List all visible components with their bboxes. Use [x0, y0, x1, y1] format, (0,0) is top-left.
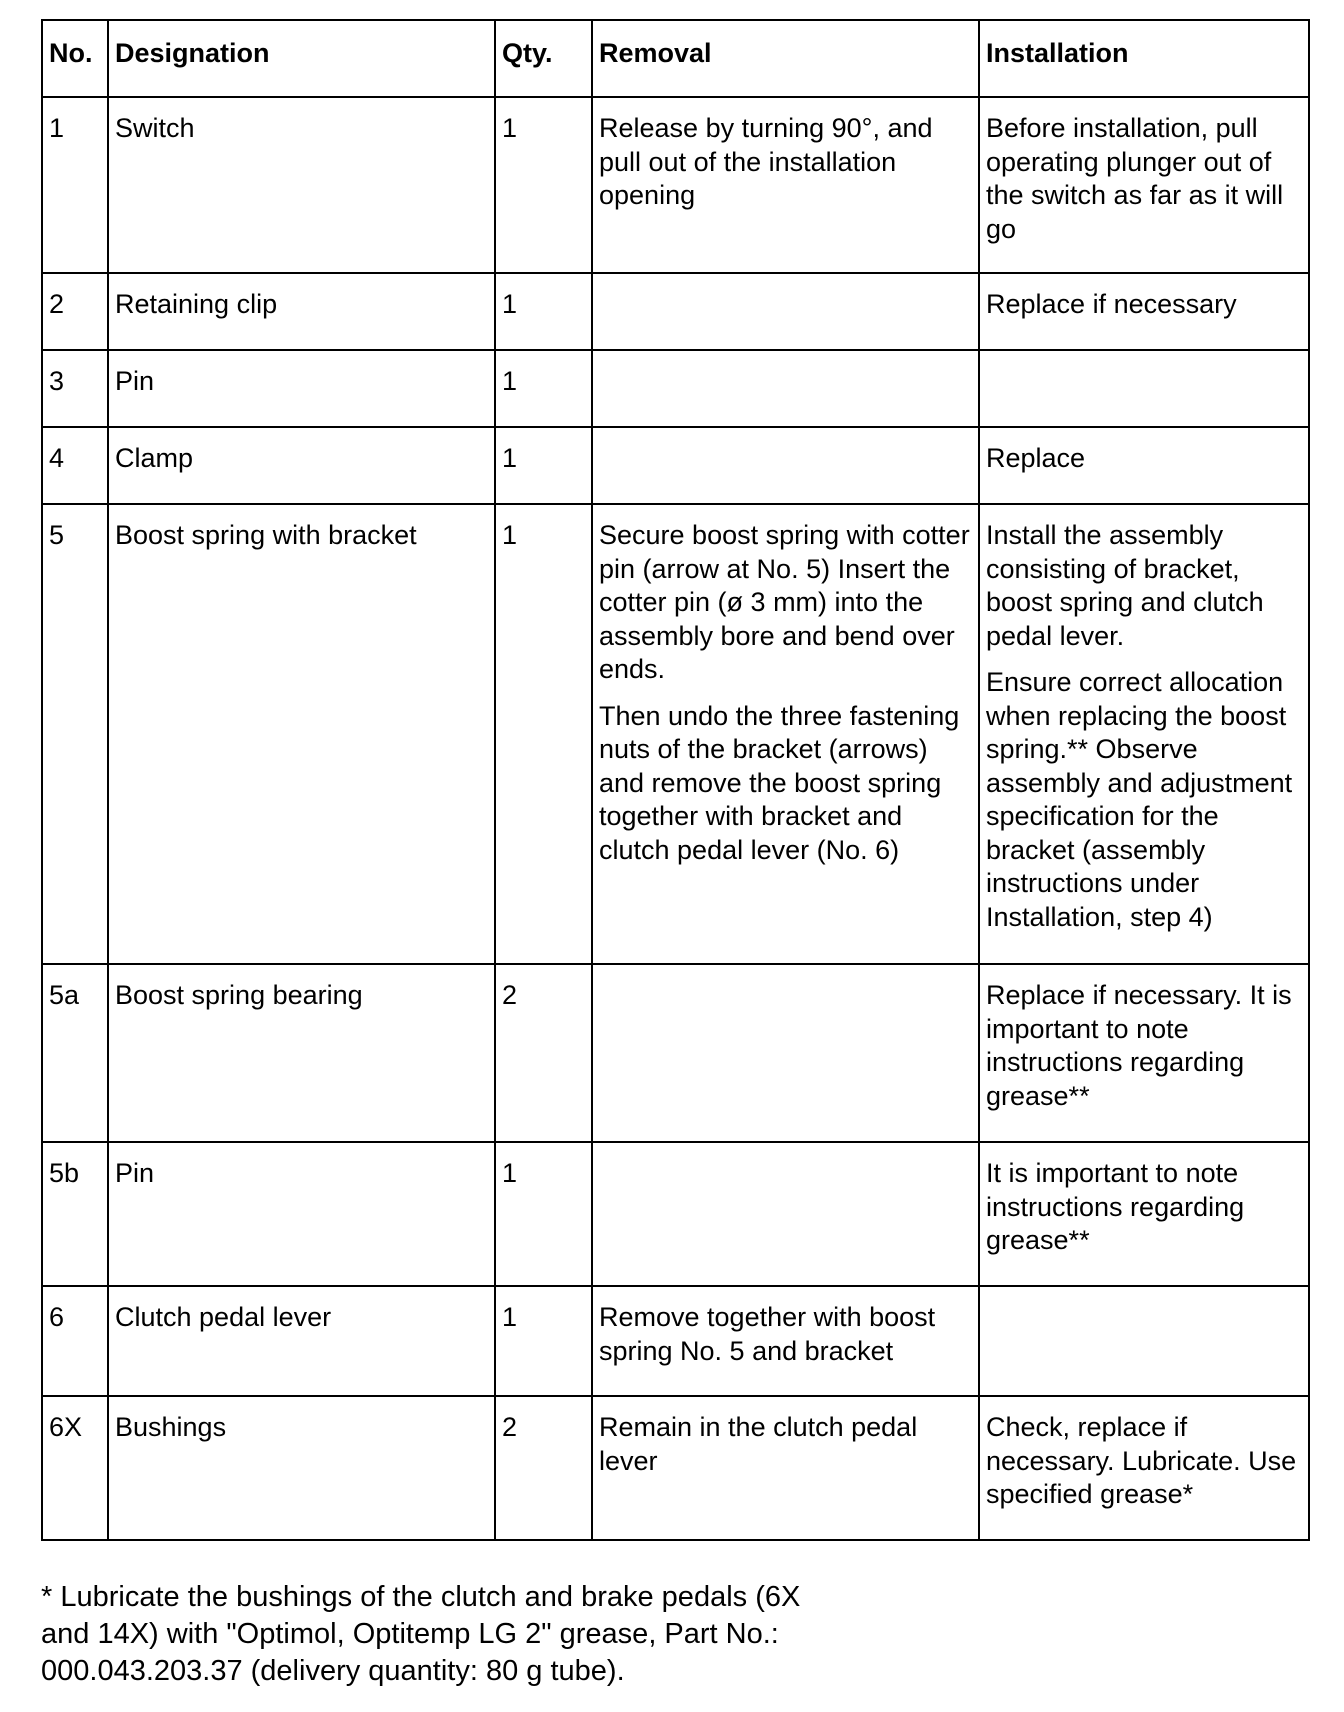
cell-installation-paragraph: Check, replace if necessary. Lubricate. Use specified grease*	[986, 1412, 1297, 1509]
cell-designation: Retaining clip	[108, 273, 495, 350]
cell-installation	[979, 350, 1309, 427]
table-row	[42, 97, 1309, 273]
cell-designation: Boost spring bearing	[108, 964, 495, 1142]
cell-removal	[592, 1396, 979, 1540]
cell-removal	[592, 97, 979, 273]
cell-no: 5a	[42, 964, 108, 1142]
cell-removal	[592, 1142, 979, 1286]
cell-qty: 2	[495, 964, 592, 1142]
cell-installation	[979, 1286, 1309, 1396]
cell-no: 6	[42, 1286, 108, 1396]
cell-designation: Clutch pedal lever	[108, 1286, 495, 1396]
cell-installation	[979, 1396, 1309, 1540]
cell-designation: Switch	[108, 97, 495, 273]
cell-no: 2	[42, 273, 108, 350]
cell-no: 5b	[42, 1142, 108, 1286]
cell-qty: 1	[495, 427, 592, 504]
cell-designation: Clamp	[108, 427, 495, 504]
cell-removal-paragraph: Then undo the three fastening nuts of the bracket (arrows) and remove the boost spring together with bracket and clutch pedal lever (No. 6)	[599, 700, 960, 865]
cell-installation-paragraph: Install the assembly consisting of bracket, boost spring and clutch pedal lever.	[986, 520, 1264, 651]
cell-removal	[592, 504, 979, 964]
table-row	[42, 273, 1309, 350]
header-installation: Installation	[979, 20, 1309, 97]
cell-qty: 1	[495, 97, 592, 273]
cell-removal	[592, 427, 979, 504]
table-row	[42, 350, 1309, 427]
cell-installation	[979, 427, 1309, 504]
cell-designation: Bushings	[108, 1396, 495, 1540]
cell-qty: 1	[495, 350, 592, 427]
table-header-row	[42, 20, 1309, 97]
cell-installation-paragraph: Ensure correct allocation when replacing the boost spring.** Observe assembly and adjustment specification for the bracket (assembly instructions under Installation, step 4)	[986, 667, 1293, 932]
cell-no: 6X	[42, 1396, 108, 1540]
cell-designation: Pin	[108, 1142, 495, 1286]
cell-installation	[979, 964, 1309, 1142]
cell-removal	[592, 964, 979, 1142]
cell-no: 5	[42, 504, 108, 964]
cell-qty: 1	[495, 504, 592, 964]
header-qty: Qty.	[495, 20, 592, 97]
table-row	[42, 427, 1309, 504]
table-row	[42, 504, 1309, 964]
cell-removal-paragraph: Remove together with boost spring No. 5 and bracket	[599, 1302, 936, 1366]
parts-table	[41, 19, 1310, 1541]
cell-installation	[979, 1142, 1309, 1286]
table-row	[42, 964, 1309, 1142]
cell-removal-paragraph: Release by turning 90°, and pull out of the installation opening	[599, 113, 933, 210]
cell-installation	[979, 504, 1309, 964]
cell-installation-paragraph: Replace if necessary	[986, 289, 1237, 319]
cell-designation: Boost spring with bracket	[108, 504, 495, 964]
cell-installation-paragraph: It is important to note instructions regarding grease**	[986, 1158, 1245, 1255]
cell-qty: 1	[495, 1286, 592, 1396]
cell-removal	[592, 273, 979, 350]
table-body	[42, 97, 1309, 1540]
cell-installation-paragraph: Replace	[986, 443, 1086, 473]
cell-qty: 2	[495, 1396, 592, 1540]
table-row	[42, 1286, 1309, 1396]
header-designation: Designation	[108, 20, 495, 97]
cell-installation-paragraph: Replace if necessary. It is important to note instructions regarding grease**	[986, 980, 1292, 1111]
cell-qty: 1	[495, 273, 592, 350]
header-removal: Removal	[592, 20, 979, 97]
cell-designation: Pin	[108, 350, 495, 427]
table-row	[42, 1142, 1309, 1286]
cell-installation	[979, 273, 1309, 350]
cell-no: 3	[42, 350, 108, 427]
cell-installation-paragraph: Before installation, pull operating plunger out of the switch as far as it will go	[986, 113, 1284, 244]
cell-removal-paragraph: Remain in the clutch pedal lever	[599, 1412, 918, 1476]
footnote: * Lubricate the bushings of the clutch and brake pedals (6X and 14X) with "Optimol, Optitemp LG 2" grease, Part No.: 000.043.203.37 (delivery quantity: 80 g tube).	[41, 1581, 801, 1687]
header-no: No.	[42, 20, 108, 97]
cell-removal	[592, 350, 979, 427]
cell-no: 4	[42, 427, 108, 504]
table-row	[42, 1396, 1309, 1540]
cell-qty: 1	[495, 1142, 592, 1286]
cell-no: 1	[42, 97, 108, 273]
cell-removal-paragraph: Secure boost spring with cotter pin (arrow at No. 5) Insert the cotter pin (ø 3 mm) into the assembly bore and bend over ends.	[599, 520, 970, 684]
cell-installation	[979, 97, 1309, 273]
cell-removal	[592, 1286, 979, 1396]
